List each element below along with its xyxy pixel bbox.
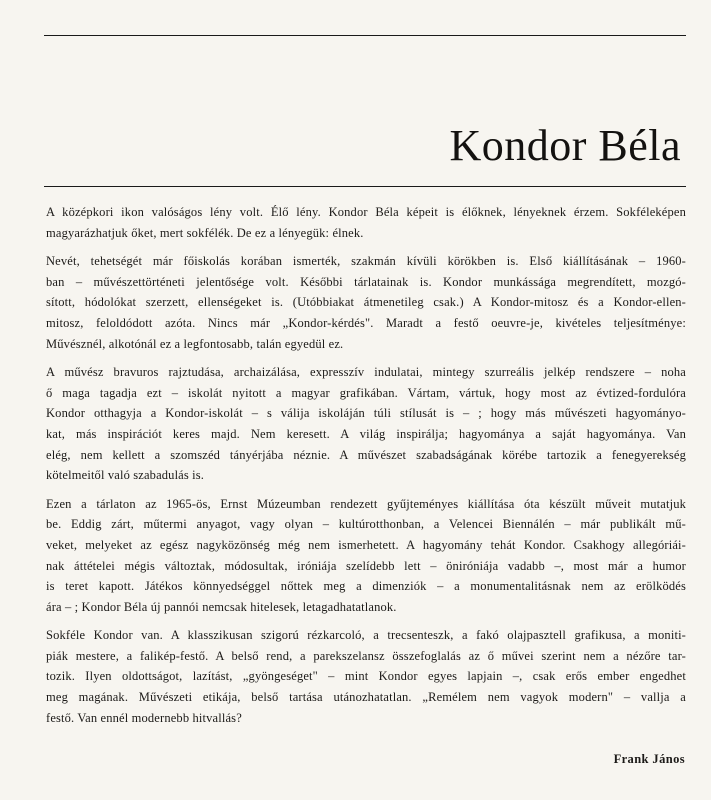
- text-line: tozik. Ilyen oldottságot, lazítást, „gyöngeséget" – mint Kondor egyes lapjain –, csak erős ember engedhet: [46, 669, 686, 684]
- text-line: A középkori ikon valóságos lény volt. Élő lény. Kondor Béla képeit is élőknek, lényeknek érzem. Sokféleképen: [46, 205, 686, 219]
- text-line: kötelmeitől való szabadulás is.: [46, 468, 205, 483]
- paragraph: [46, 251, 686, 354]
- text-line: ő maga tagadja ezt – iskolát nyitott a magyar grafikában. Vártam, vártuk, hogy most az évtized-fordulóra: [46, 385, 686, 400]
- text-line: Művésznél, alkotónál ez a legfontosabb, talán egyedül ez.: [46, 336, 344, 351]
- text-line: Sokféle Kondor van. A klasszikusan szigorú rézkarcoló, a trecsenteszk, a fakó olajpasztell grafikusa, a moniti-: [46, 628, 686, 643]
- text-line: is teret kapott. Játékos könnyedséggel nőttek meg a dimenziók – a monumentalitásnak nem az erölködés: [46, 579, 686, 594]
- text-line: sított, hódolókat szerzett, ellenségeket is. (Utóbbiakat átmenetileg csak.) A Kondor-mitosz és a Kondor-ellen-: [46, 295, 686, 310]
- text-line: kat, más inspirációt keres majd. Nem keresett. A világ inspirálja; hagyománya a saját hagyománya. Van: [46, 426, 686, 441]
- paragraph: [46, 362, 686, 486]
- text-line: piák mestere, a falikép-festő. A belső rend, a parekszelansz összefoglalás az ő művei szerint nem a nézőre tar-: [46, 648, 686, 663]
- paragraph: [46, 494, 686, 618]
- text-line: mitosz, feloldódott azóta. Nincs már „Kondor-kérdés". Maradt a festő oeuvre-je, kivételes teljesítménye:: [46, 315, 686, 330]
- text-line: nak áttételei mégis változtak, módosultak, iróniája szelídebb lett – öniróniája vadabb –, most már a humor: [46, 558, 686, 573]
- top-rule: [44, 35, 686, 36]
- text-line: veket, melyeket az egész nagyközönség még nem ismerhetett. A hagyomány tehát Kondor. Csakhogy allegóriái-: [46, 537, 686, 552]
- page-title: Kondor Béla: [449, 121, 681, 170]
- text-line: elég, nem kellett a szomszéd tányérjába néznie. A művészet szabadságának körébe tartozik a fenegyerekség: [46, 447, 686, 462]
- text-line: Ezen a tárlaton az 1965-ös, Ernst Múzeumban rendezett gyűjteményes kiállítása óta készült műveit mutatjuk: [46, 496, 686, 511]
- text-line: Kondor otthagyja a Kondor-iskolát – s válija iskoláján túli stílusát is – ; hogy más művészeti hagyományo-: [46, 406, 686, 421]
- text-line: A művész bravuros rajztudása, archaizálása, expresszív indulatai, mintegy szurreális jelkép rendszere – noha: [46, 365, 686, 380]
- text-line: festő. Van ennél modernebb hitvallás?: [46, 710, 242, 725]
- text-line: be. Eddig zárt, műtermi anyagot, vagy olyan – kultúrotthonban, a Velencei Biennálén – már publikált mű-: [46, 517, 686, 532]
- text-line: meg magának. Művészeti etikája, belső tartása utánozhatatlan. „Remélem nem vagyok modern" – vallja a: [46, 690, 686, 705]
- paragraph: [46, 202, 686, 243]
- text-line: ára – ; Kondor Béla új pannói nemcsak hitelesek, letagadhatatlanok.: [46, 599, 397, 614]
- text-line: magyarázhatjuk őket, mert sokfélék. De ez a lényegük: élnek.: [46, 225, 364, 240]
- title-rule: [44, 186, 686, 187]
- article-body: [46, 202, 686, 736]
- text-line: ban – művészettörténeti jelentősége volt. Későbbi tárlatainak is. Kondor munkássága megrendített, mozgó-: [46, 274, 686, 289]
- text-line: Nevét, tehetségét már főiskolás korában ismerték, szakmán kívüli körökben is. Első kiállításának – 1960-: [46, 254, 686, 269]
- author-signature: Frank János: [613, 752, 685, 766]
- paragraph: [46, 625, 686, 728]
